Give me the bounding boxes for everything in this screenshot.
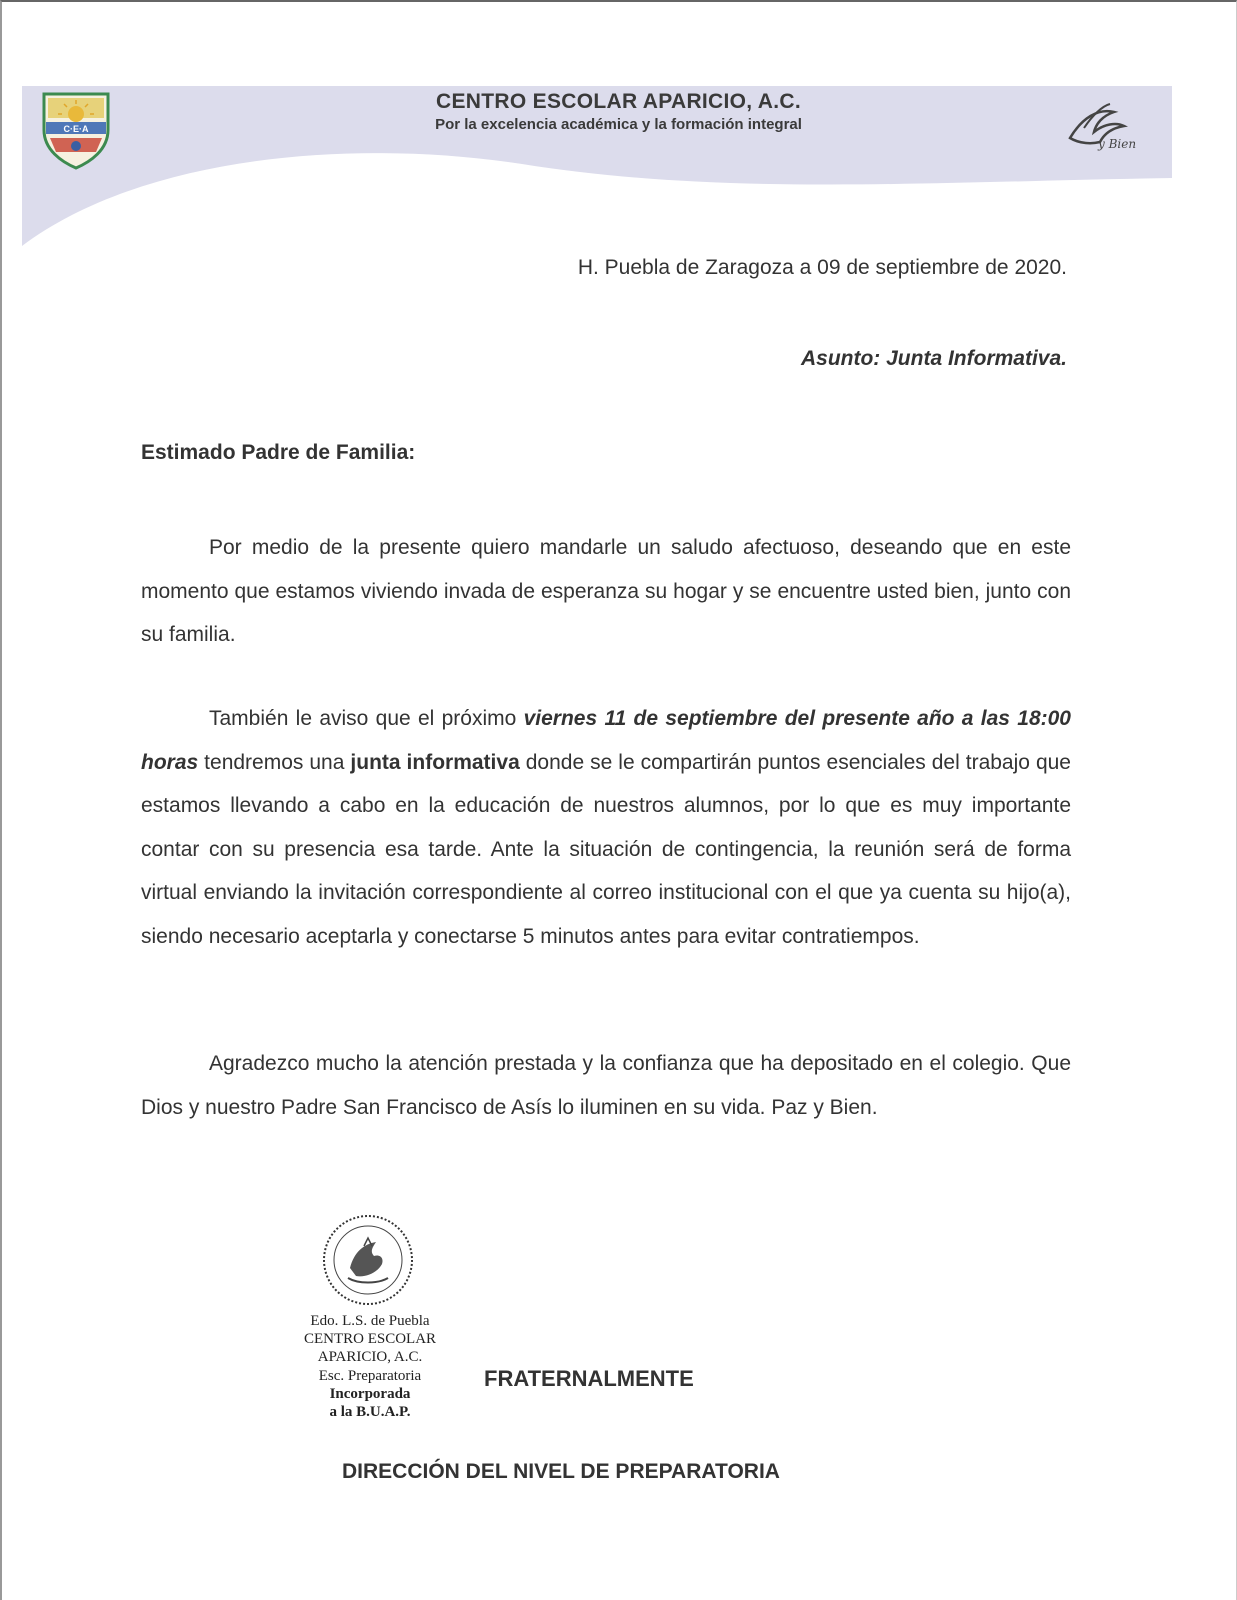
school-motto: Por la excelencia académica y la formación integral bbox=[435, 116, 802, 133]
meeting-text-2: tendremos una bbox=[198, 750, 351, 774]
paragraph-meeting-notice bbox=[141, 697, 1071, 959]
stamp-line: Incorporada bbox=[329, 1385, 411, 1402]
paragraph-greeting: Por medio de la presente quiero mandarle un saludo afectuoso, deseando que en este momento que estamos viviendo invada de esperanza su hogar y se encuentre usted bien, junto con su familia. bbox=[141, 536, 1071, 647]
stamp-line: Esc. Preparatoria bbox=[318, 1367, 422, 1384]
paz-y-bien-text: y Bien bbox=[1098, 137, 1137, 151]
mexican-coat-of-arms-seal-icon bbox=[320, 1212, 416, 1308]
school-name: CENTRO ESCOLAR APARICIO, A.C. bbox=[436, 90, 801, 113]
stamp-line: CENTRO ESCOLAR bbox=[303, 1331, 437, 1348]
meeting-date-time: viernes 11 de septiembre del presente año a las 18:00 horas bbox=[141, 707, 1071, 774]
stamp-line: APARICIO, A.C. bbox=[317, 1349, 423, 1366]
stamp-line: a la B.U.A.P. bbox=[329, 1404, 411, 1421]
letter-closing: FRATERNALMENTE bbox=[484, 1366, 694, 1391]
letter-salutation: Estimado Padre de Familia: bbox=[141, 441, 416, 464]
letter-subject: Asunto: Junta Informativa. bbox=[800, 347, 1067, 370]
paragraph-thanks: Agradezco mucho la atención prestada y la confianza que ha depositado en el colegio. Que Dios y nuestro Padre San Francisco de Asís lo iluminen en su vida. Paz y Bien. bbox=[141, 1052, 1071, 1119]
letter-date: H. Puebla de Zaragoza a 09 de septiembre de 2020. bbox=[577, 256, 1067, 279]
stamp-line: Edo. L.S. de Puebla bbox=[310, 1313, 430, 1329]
signature-department: DIRECCIÓN DEL NIVEL DE PREPARATORIA bbox=[342, 1460, 780, 1483]
meeting-text-1: También le aviso que el próximo bbox=[209, 707, 524, 730]
meeting-text-3: donde se le compartirán puntos esenciales del trabajo que estamos llevando a cabo en la educación de nuestros alumnos, por lo que es muy importante contar con su presencia esa tarde. Ante la situación de contingencia, la reunión será de forma virtual enviando la invitación correspondiente al correo institucional con el que ya cuenta su hijo(a), siendo necesario aceptarla y conectarse 5 minutos antes para evitar contratiempos. bbox=[141, 750, 1071, 948]
dove-paz-y-bien-icon bbox=[1062, 98, 1172, 158]
meeting-type: junta informativa bbox=[350, 750, 520, 774]
official-stamp-text bbox=[280, 1312, 460, 1421]
crest-letters: C·E·A bbox=[63, 124, 89, 134]
